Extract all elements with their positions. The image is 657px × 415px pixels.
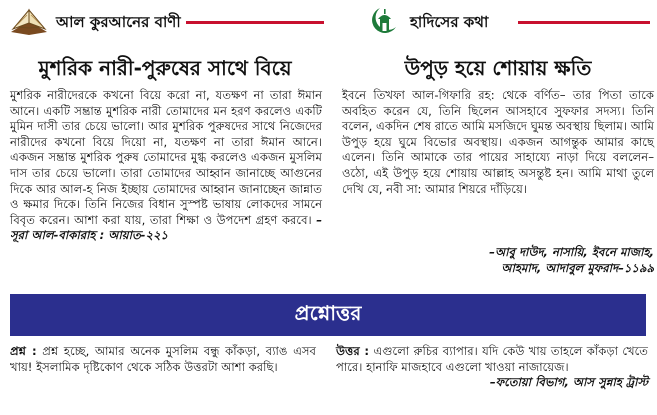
hadith-article-source bbox=[342, 245, 654, 276]
qa-banner bbox=[10, 294, 646, 336]
hadith-article-title: উপুড় হয়ে শোয়ায় ক্ষতি bbox=[404, 56, 592, 80]
hadith-column bbox=[342, 0, 654, 275]
quran-column bbox=[0, 0, 330, 243]
hadith-article-body: ইবনে তিখফা আল-গিফারি রহ: থেকে বর্ণিত– তার পিতা তাকে অবহিত করেন যে, তিনি ছিলেন আসহাবে সুফফার সদস্য। তিনি বলেন, একদিন শেষ রাতে আমি মসজিদে ঘুমন্ত অবস্থায় ছিলাম। আমি উপুড় হয়ে ঘুমে বিভোর অবস্থায়। একজন আগন্তুক আমার কাছে এলেন। তিনি আমাকে তার পায়ের সাহায্যে নাড়া দিয়ে বললেন–ওঠো, এই উপুড় হয়ে শোয়ায় আল্লাহ অসন্তুষ্ট হন। আমি মাথা তুলে দেখি যে, নবী সা: আমার শিয়রে দাঁড়িয়ে। bbox=[342, 88, 654, 196]
mosque-crescent-icon bbox=[366, 5, 400, 41]
quran-article-source: –সূরা আল-বাকারাহ : আয়াত-২২১ bbox=[10, 212, 322, 243]
question-label: প্রশ্ন : bbox=[10, 344, 37, 358]
hadith-section-header bbox=[342, 0, 654, 40]
answer-source: –ফতোয়া বিভাগ, আস সুন্নাহ ট্রাস্ট bbox=[489, 375, 648, 390]
quran-header-title: আল কুরআনের বাণী bbox=[56, 13, 181, 31]
quran-section-header bbox=[0, 0, 330, 40]
quran-book-icon bbox=[8, 6, 50, 40]
qa-answer bbox=[336, 344, 648, 391]
question-text: প্রশ্ন হচ্ছে, আমার অনেক মুসলিম বন্ধু কাঁকড়া, ব্যাঙ এসব খায়! ইসলামিক দৃষ্টিকোণ থেকে সঠিক উত্তরটা আশা করছি। bbox=[10, 344, 317, 374]
hadith-source-line2: আহমাদ, আদাবুল মুফরাদ–১১৯৯ bbox=[501, 260, 654, 275]
qa-question bbox=[10, 344, 316, 375]
hadith-source-line1: –আবু দাউদ, নাসায়ি, ইবনে মাজাহ, bbox=[489, 245, 654, 259]
hadith-header-rule bbox=[518, 21, 650, 24]
answer-text: এগুলো রুচির ব্যাপার। যদি কেউ খায় তাহলে কাঁকড়া খেতে পারে। হানাফি মাজহাবে এগুলো খাওয়া নাজায়েজ। bbox=[336, 344, 649, 374]
quran-article-title: মুশরিক নারী-পুরুষের সাথে বিয়ে bbox=[38, 56, 292, 80]
hadith-header-title: হাদিসের কথা bbox=[410, 13, 489, 31]
answer-label: উত্তর : bbox=[336, 344, 370, 358]
quran-article-body bbox=[10, 88, 322, 244]
quran-header-rule bbox=[186, 21, 324, 24]
quran-article-text: মুশরিক নারীদেরকে কখনো বিয়ে করো না, যতক্ষণ না তারা ঈমান আনে। একটি সম্ভ্রান্ত মুশরিক নারী তোমাদের মন হরণ করলেও একটি মুমিন দাসী তার চেয়ে ভালো। আর মুশরিক পুরুষদের সাথে নিজেদের নারীদের কখনো বিয়ে দিয়ো না, যতক্ষণ না তারা ঈমান আনে। একজন সম্ভ্রান্ত মুশরিক পুরুষ তোমাদের মুগ্ধ করলেও একজন মুসলিম দাস তার চেয়ে ভালো। তারা তোমাদের আহ্বান জানাচ্ছে আগুনের দিকে আর আল-হ নিজ ইচ্ছায় তোমাদের আহ্বান জানাচ্ছেন জান্নাত ও ক্ষমার দিকে। তিনি নিজের বিধান সুস্পষ্ট ভাষায় লোকদের সামনে বিবৃত করেন। আশা করা যায়, তারা শিক্ষা ও উপদেশ গ্রহণ করবে। bbox=[10, 88, 322, 227]
qa-banner-title: প্রশ্নোত্তর bbox=[294, 300, 362, 325]
